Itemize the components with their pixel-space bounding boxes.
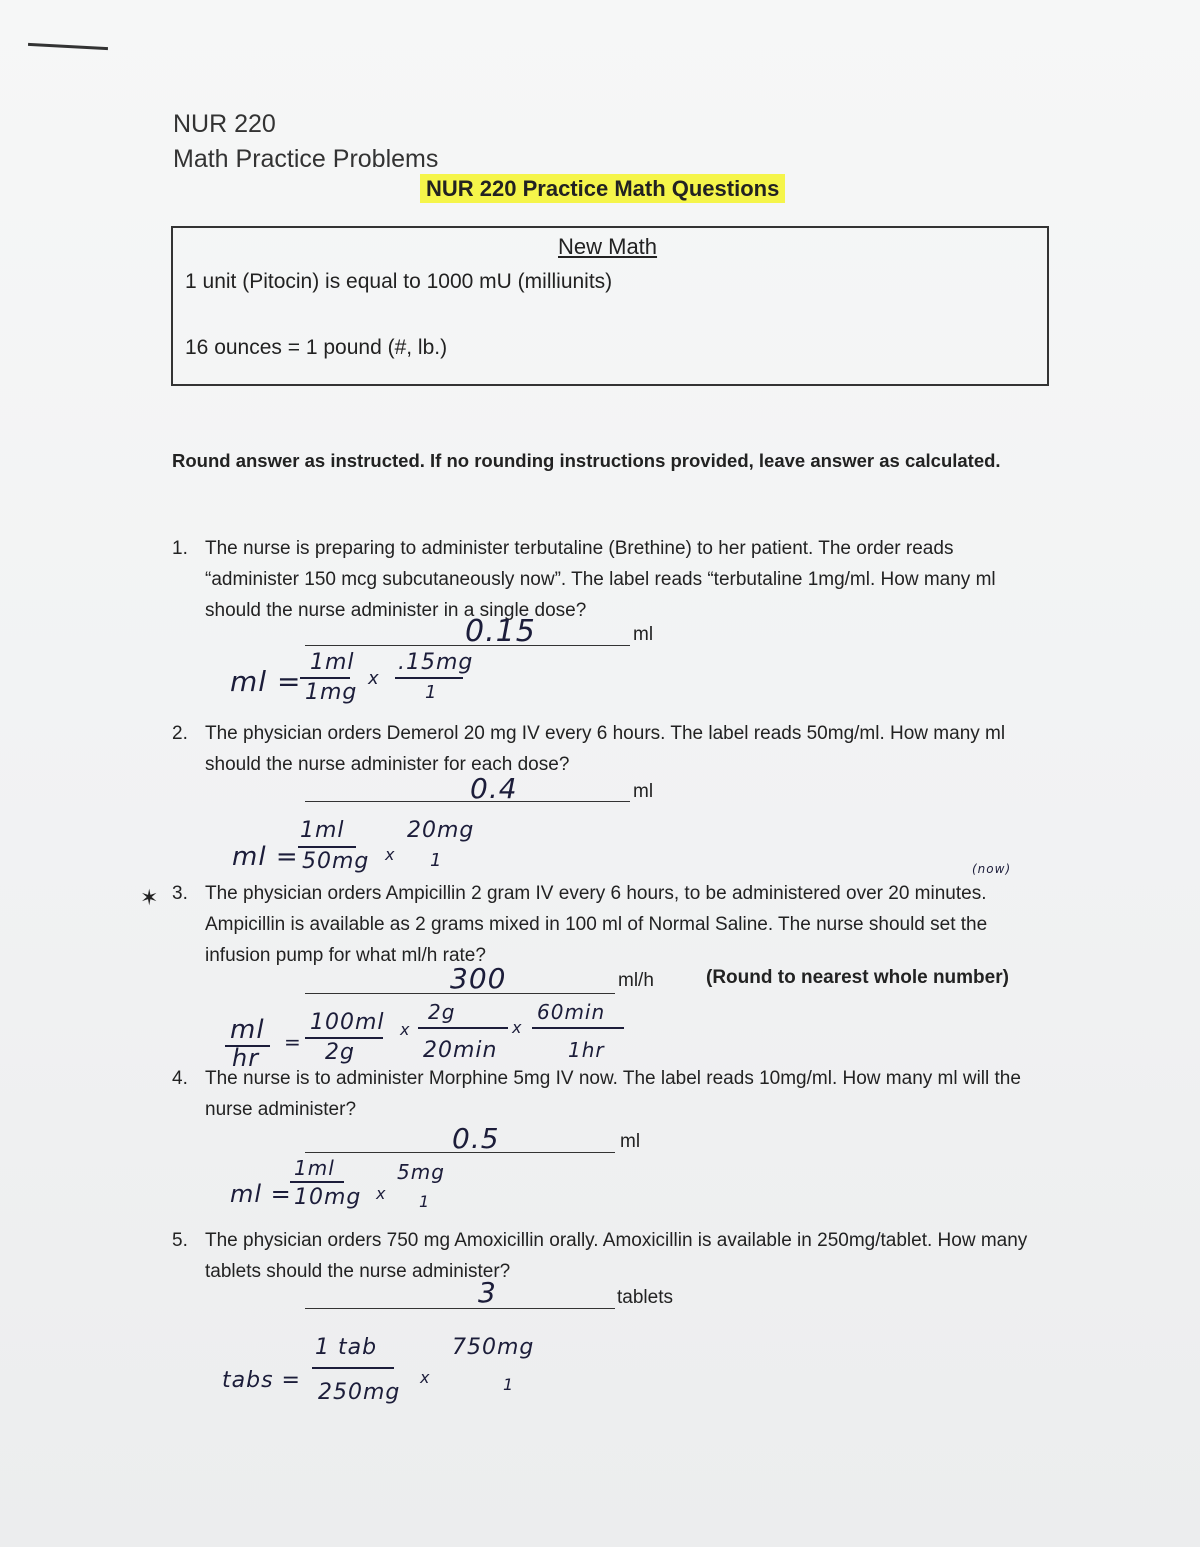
conversion-ounces: 16 ounces = 1 pound (#, lb.) (185, 336, 448, 359)
work-3-lhs-den: hr (232, 1044, 260, 1072)
work-3-times: x (400, 1020, 411, 1039)
work-4-times: x (376, 1184, 387, 1203)
title-wrapper (420, 176, 785, 202)
fraction-bar (395, 677, 463, 679)
work-5-num2: 750mg (452, 1335, 535, 1360)
work-4-den2: 1 (419, 1192, 431, 1211)
work-5-den1: 250mg (318, 1380, 401, 1405)
unit-5: tablets (617, 1287, 673, 1308)
fraction-bar (290, 1181, 344, 1183)
question-text: The physician orders 750 mg Amoxicillin orally. Amoxicillin is available in 250mg/tablet. How many tablets should the nurse administer? (205, 1230, 1028, 1282)
unit-3: ml/h (618, 970, 654, 991)
page-subtitle: Math Practice Problems (173, 145, 439, 173)
now-note: (now) (972, 862, 1012, 876)
work-4-den1: 10mg (294, 1185, 362, 1210)
answer-4: 0.5 (452, 1122, 500, 1155)
work-1-den2: 1 (425, 682, 438, 703)
question-number: 2. (172, 723, 188, 744)
conversion-pitocin: 1 unit (Pitocin) is equal to 1000 mU (milliunits) (185, 270, 613, 293)
star-mark: ✶ (140, 885, 159, 910)
fraction-bar (532, 1027, 624, 1029)
unit-1: ml (633, 624, 654, 645)
work-3-lhs-num: ml (230, 1015, 265, 1045)
answer-2: 0.4 (470, 772, 518, 805)
fraction-bar (312, 1367, 394, 1369)
box-title: New Math (558, 234, 658, 259)
question-text: The physician orders Demerol 20 mg IV every 6 hours. The label reads 50mg/ml. How many ml should the nurse administer for each dose? (205, 723, 1006, 775)
answer-1: 0.15 (465, 614, 536, 649)
work-2-den2: 1 (430, 850, 443, 871)
new-math-box (171, 226, 1049, 386)
rounding-instruction: Round answer as instructed. If no rounding instructions provided, leave answer as calculated. (172, 450, 1001, 471)
answer-line-5 (305, 1308, 615, 1309)
work-1-times: x (368, 668, 380, 689)
question-number: 3. (172, 883, 188, 904)
work-3-den3: 1hr (568, 1038, 605, 1062)
pen-mark (28, 43, 108, 50)
work-3-times-2: x (512, 1018, 523, 1037)
work-2-times: x (385, 845, 396, 864)
question-text: The nurse is preparing to administer terbutaline (Brethine) to her patient. The order reads “administer 150 mcg subcutaneously now”. The label reads “terbutaline 1mg/ml. How many ml should the nurse administer in a single dose? (205, 538, 996, 621)
work-3-den1: 2g (325, 1040, 355, 1065)
work-2-num2: 20mg (407, 818, 475, 843)
highlighted-title: NUR 220 Practice Math Questions (420, 174, 785, 203)
work-3-den2: 20min (423, 1038, 498, 1063)
work-5-den2: 1 (503, 1375, 515, 1394)
work-5-label: tabs = (222, 1368, 301, 1393)
work-2-den1: 50mg (302, 849, 370, 874)
answer-line-2 (305, 801, 630, 802)
work-4-num1: 1ml (294, 1156, 335, 1180)
work-3-num3: 60min (537, 1000, 606, 1024)
work-2-num1: 1ml (300, 818, 345, 843)
work-5-num1: 1 tab (315, 1335, 378, 1360)
question-number: 1. (172, 538, 188, 559)
answer-3: 300 (450, 962, 507, 995)
fraction-bar (418, 1027, 508, 1029)
work-3-num1: 100ml (310, 1010, 385, 1035)
work-5-times: x (420, 1368, 431, 1387)
work-3-equals: = (284, 1030, 302, 1054)
work-1-num2: .15mg (398, 650, 474, 675)
question-number: 5. (172, 1230, 188, 1251)
unit-4: ml (620, 1131, 641, 1152)
question-text: The nurse is to administer Morphine 5mg IV now. The label reads 10mg/ml. How many ml will the nurse administer? (205, 1068, 1021, 1120)
fraction-bar (298, 846, 356, 848)
work-1-label: ml = (230, 665, 302, 698)
work-4-label: ml = (230, 1180, 292, 1208)
work-4-num2: 5mg (397, 1160, 445, 1184)
work-2-label: ml = (232, 842, 299, 872)
work-1-num1: 1ml (310, 650, 355, 675)
round-note: (Round to nearest whole number) (706, 967, 1009, 988)
work-1-den1: 1mg (305, 680, 358, 705)
work-3-num2: 2g (428, 1000, 456, 1024)
unit-2: ml (633, 781, 654, 802)
course-code: NUR 220 (173, 110, 276, 138)
fraction-bar (305, 1037, 383, 1039)
question-text: The physician orders Ampicillin 2 gram IV every 6 hours, to be administered over 20 minutes. Ampicillin is available as 2 grams mixed in 100 ml of Normal Saline. The nurse should set the infusion pump for what ml/h rate? (205, 883, 988, 966)
fraction-bar (300, 677, 350, 679)
question-number: 4. (172, 1068, 188, 1089)
answer-5: 3 (478, 1276, 497, 1309)
